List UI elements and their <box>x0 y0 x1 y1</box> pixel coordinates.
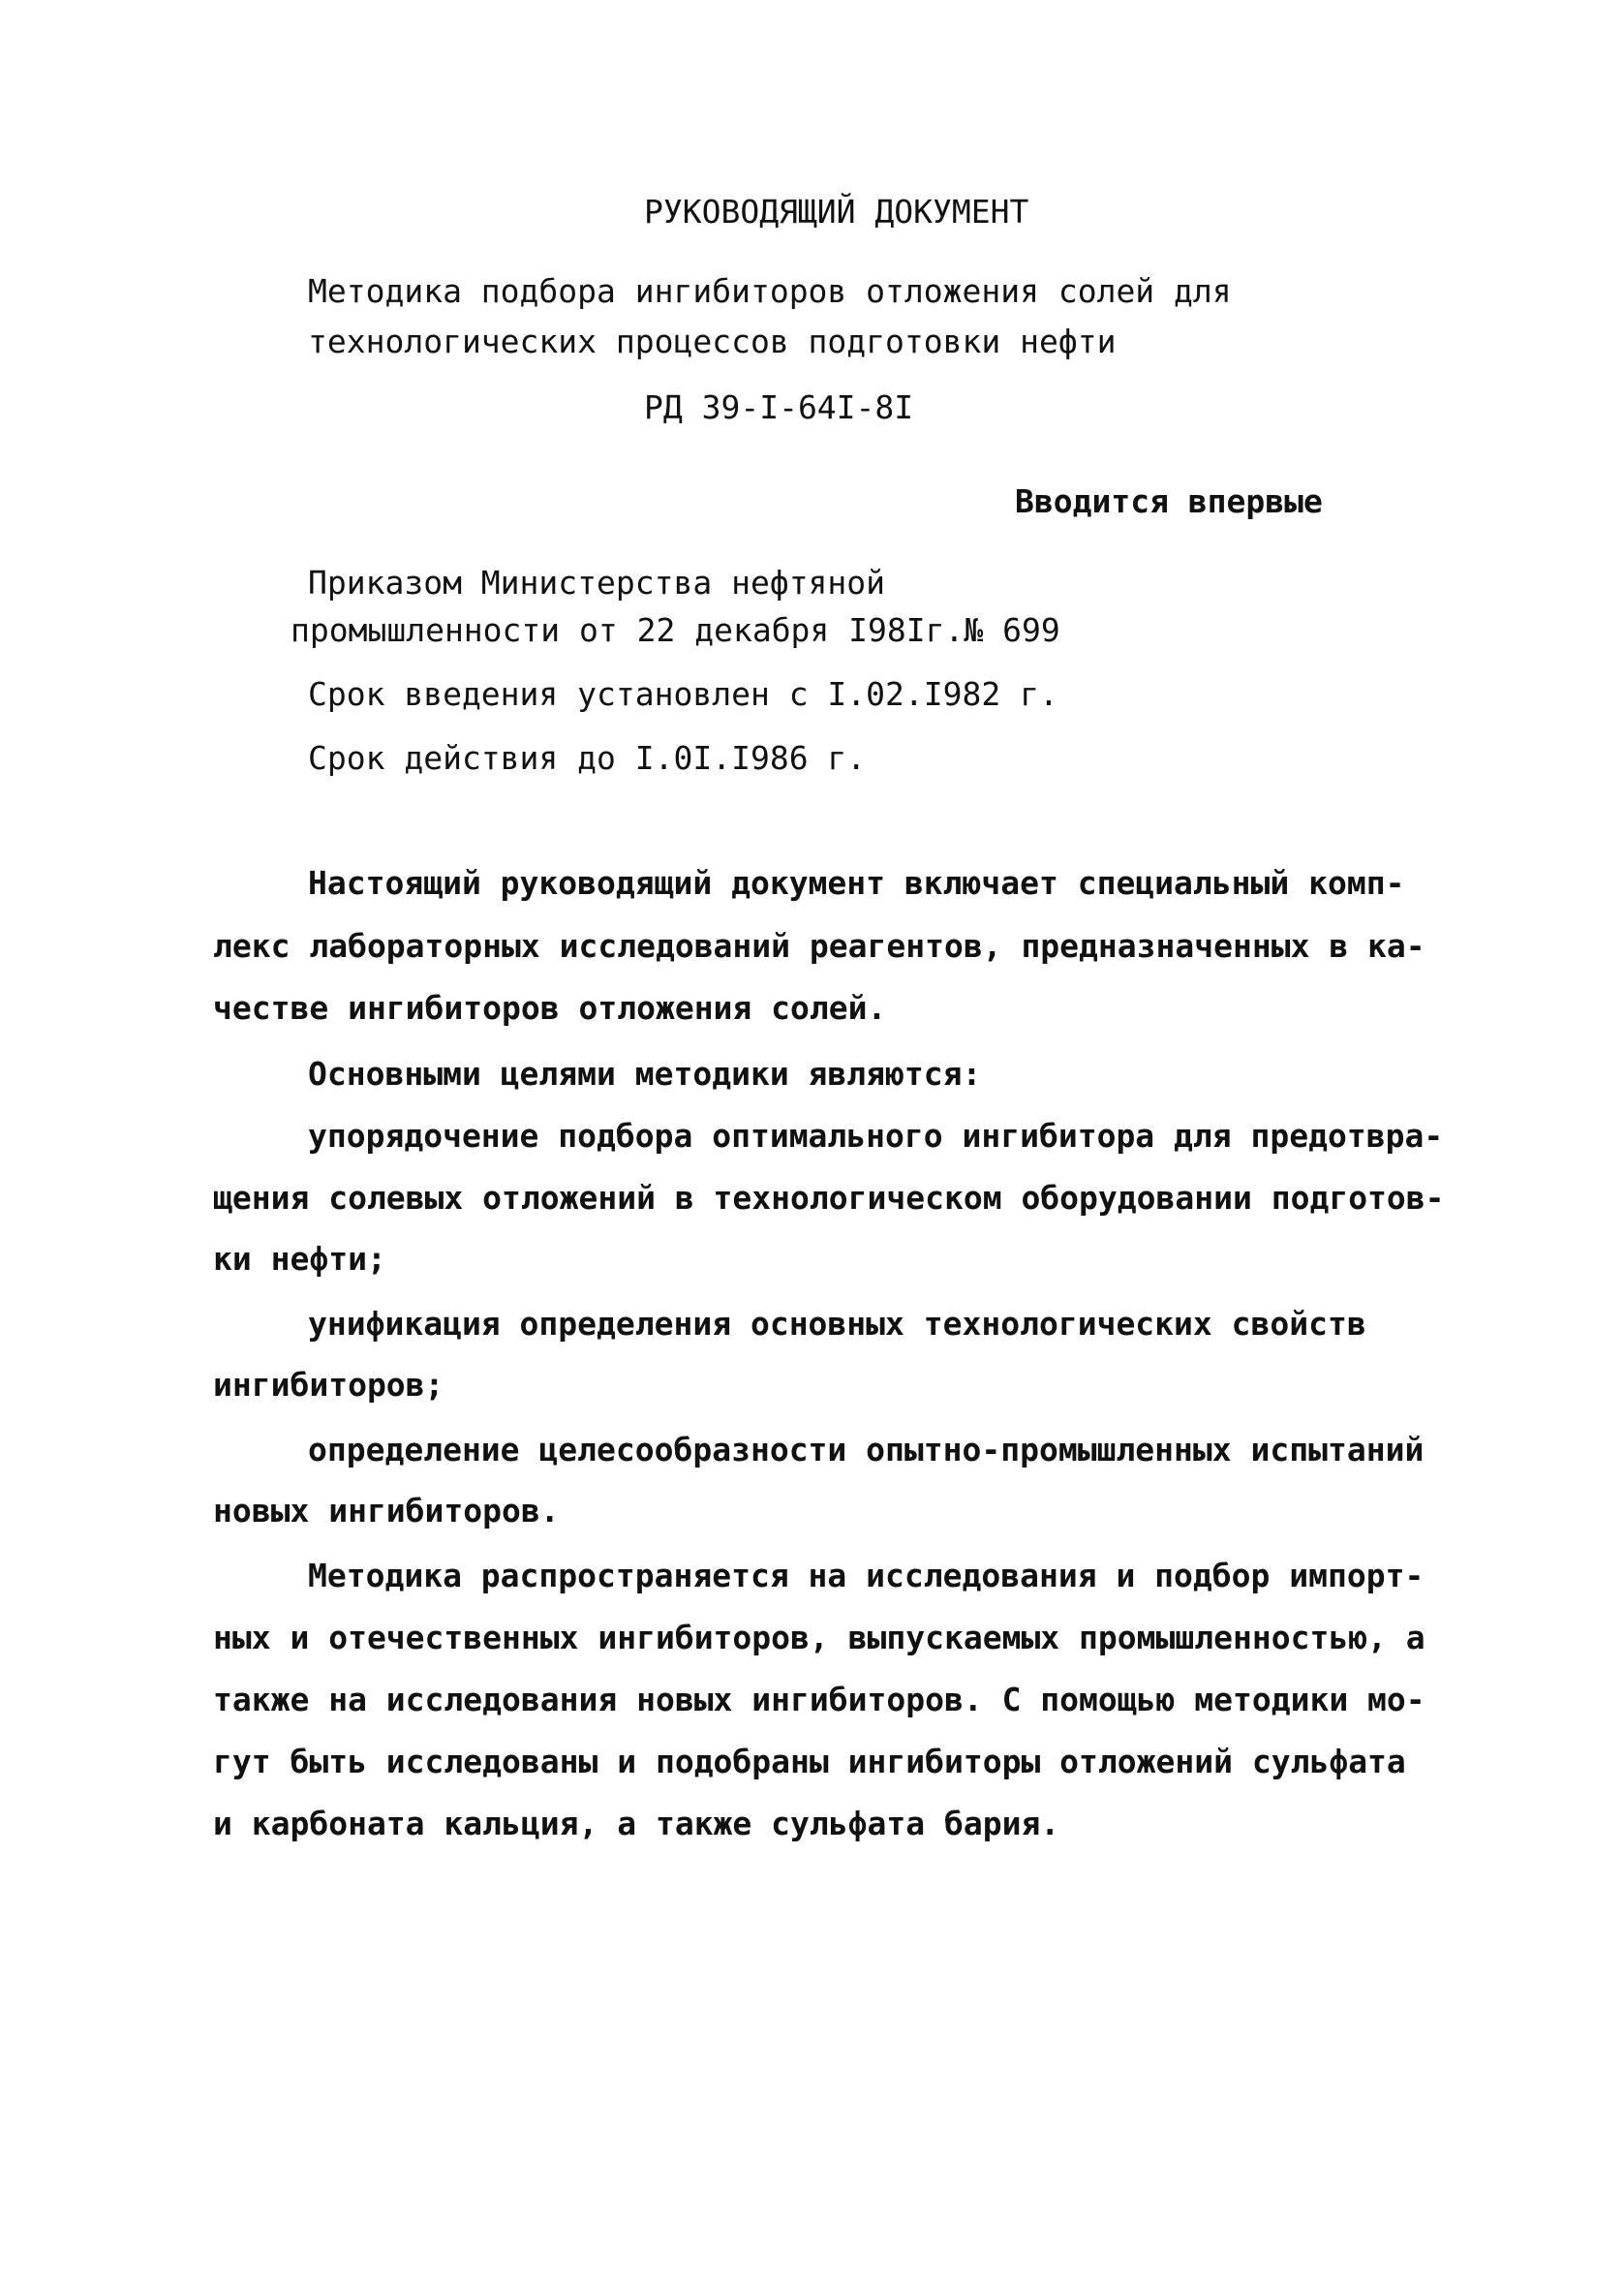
goal-2-line-1: унификация определения основных технологических свойств <box>308 1305 1366 1343</box>
paragraph-3-line-4: гут быть исследованы и подобраны ингибиторы отложений сульфата <box>213 1743 1406 1780</box>
goals-intro: Основными целями методики являются: <box>308 1055 982 1093</box>
document-title-line-1: Методика подбора ингибиторов отложения солей для <box>308 272 1232 310</box>
goal-1-line-2: щения солевых отложений в технологическом оборудовании подготов- <box>213 1179 1445 1217</box>
goal-3-line-1: определение целесообразности опытно-промышленных испытаний <box>308 1431 1425 1468</box>
validity-period: Срок действия до I.0I.I986 г. <box>308 739 867 777</box>
paragraph-1-line-2: лекс лабораторных исследований реагентов, предназначенных в ка- <box>213 927 1425 965</box>
document-title-line-2: технологических процессов подготовки нефти <box>308 323 1117 360</box>
goal-3-line-2: новых ингибиторов. <box>213 1492 560 1530</box>
paragraph-1-line-3: честве ингибиторов отложения солей. <box>213 989 887 1027</box>
paragraph-3-line-3: также на исследования новых ингибиторов. С помощью методики мо- <box>213 1681 1425 1718</box>
goal-1-line-1: упорядочение подбора оптимального ингибитора для предотвра- <box>308 1117 1444 1155</box>
goal-1-line-3: ки нефти; <box>213 1240 386 1278</box>
goal-2-line-2: ингибиторов; <box>213 1366 444 1404</box>
document-code: РД 39-I-64I-8I <box>644 388 914 426</box>
order-line-1: Приказом Министерства нефтяной <box>308 564 886 602</box>
paragraph-1-line-1: Настоящий руководящий документ включает специальный комп- <box>308 864 1405 902</box>
paragraph-3-line-5: и карбоната кальция, а также сульфата бария. <box>213 1805 1060 1842</box>
effective-date: Срок введения установлен с I.02.I982 г. <box>308 675 1058 713</box>
paragraph-3-line-1: Методика распространяется на исследования и подбор импорт- <box>308 1557 1425 1594</box>
paragraph-3-line-2: ных и отечественных ингибиторов, выпускаемых промышленностью, а <box>213 1619 1425 1656</box>
introduction-note: Вводится впервые <box>1015 482 1323 520</box>
document-type-heading: РУКОВОДЯЩИЙ ДОКУМЕНТ <box>644 193 1029 231</box>
order-line-2: промышленности от 22 декабря I98Iг.№ 699 <box>291 611 1060 649</box>
